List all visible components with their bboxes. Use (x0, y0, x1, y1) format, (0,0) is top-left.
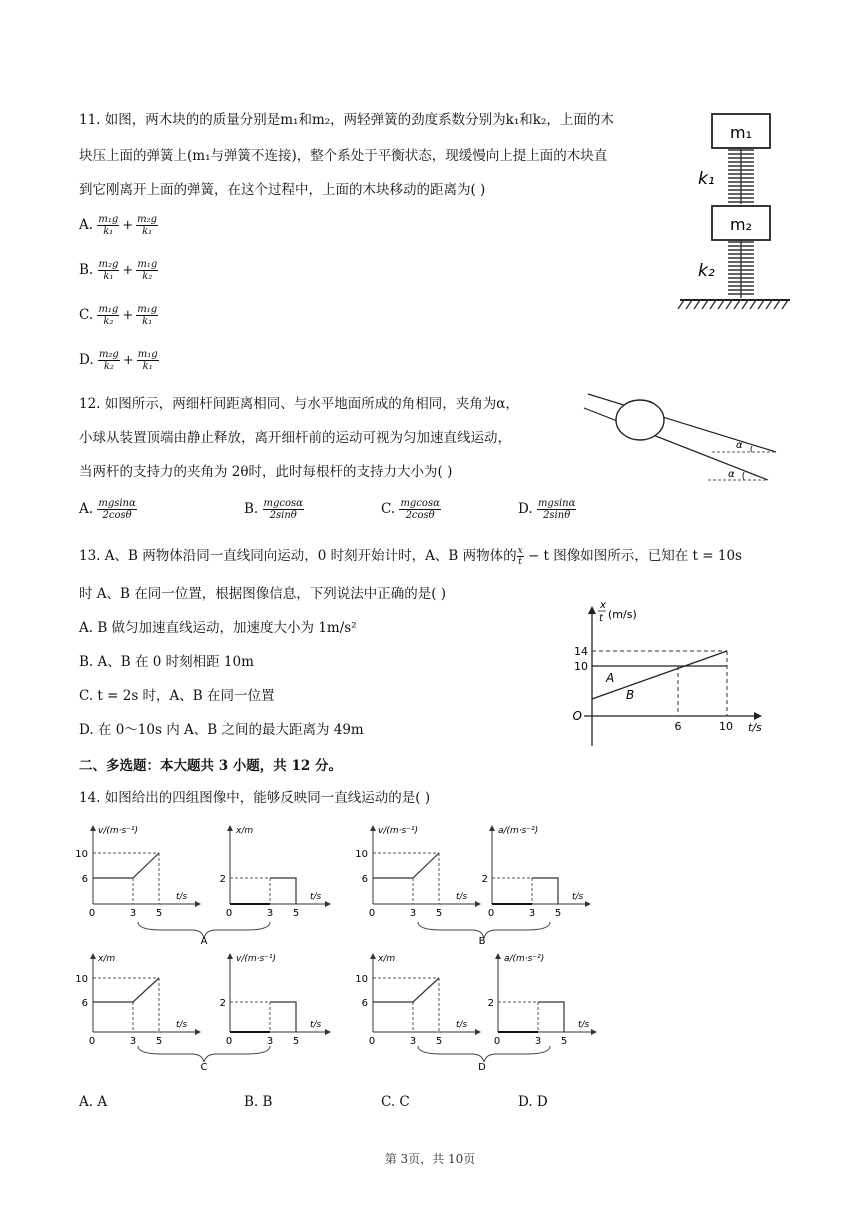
q13-line-1 (79, 546, 742, 567)
fraction-x-over-t (517, 546, 524, 567)
tick-5: 5 (292, 908, 300, 919)
y-tick-10: 10 (574, 660, 588, 673)
q12-option-b[interactable] (244, 498, 304, 521)
tick-6: 6 (81, 874, 88, 885)
group-b-label: B (478, 936, 486, 947)
angle-label-lower: α (728, 469, 735, 480)
group-d-label: D (478, 1062, 486, 1073)
q11-line-3: 到它刚离开上面的弹簧，在这个过程中，上面的木块移动的距离为( ) (79, 182, 486, 198)
q13-option-d[interactable]: D. 在 0～10s 内 A、B 之间的最大距离为 49m (79, 722, 364, 738)
x-axis-arrow (754, 712, 762, 720)
y-axis-label: v/(m·s⁻¹) (236, 954, 277, 964)
tick-2: 2 (487, 998, 494, 1009)
fraction (537, 498, 576, 521)
v-segment-2 (270, 1002, 296, 1032)
q14-option-d[interactable]: D. D (518, 1094, 548, 1110)
numerator: mgcosα (263, 498, 303, 509)
tick-6: 6 (361, 874, 368, 885)
group-c-brace (138, 1046, 270, 1062)
group-d-right-graph (488, 954, 596, 1047)
ground-hatch (678, 300, 788, 309)
section-2-heading: 二、多选题：本大题共 3 小题，共 12 分。 (79, 758, 342, 774)
tick-5: 5 (554, 908, 562, 919)
series-b-label: B (626, 688, 635, 702)
plus-sign: + (122, 218, 134, 233)
tick-5: 5 (435, 908, 443, 919)
x-tick-10: 10 (719, 720, 733, 733)
option-label: B. (79, 262, 94, 278)
group-d-left-graph (355, 954, 480, 1047)
denominator: k₁ (103, 226, 114, 237)
group-c-left-graph (75, 954, 200, 1047)
page-footer: 第 3页，共 10页 (384, 1152, 476, 1166)
denominator: k₁ (103, 271, 114, 282)
q13-line-1-part-a: 13. A、B 两物体沿同一直线同向运动，0 时刻开始计时，A、B 两物体的 (79, 548, 517, 564)
group-a-right-graph (220, 826, 330, 919)
numerator: m₁g (98, 214, 119, 225)
tick-6: 6 (361, 998, 368, 1009)
a-segment-2 (532, 878, 558, 904)
tick-0: 0 (88, 908, 96, 919)
fraction (98, 349, 120, 372)
xt-t-graph (560, 598, 770, 748)
y-axis-arrow (588, 606, 596, 614)
group-a-left-graph (75, 826, 200, 919)
y-axis-label: v/(m·s⁻¹) (98, 826, 139, 836)
numerator: m₂g (98, 349, 119, 360)
numerator: m₁g (137, 349, 158, 360)
t-axis-label: t/s (578, 1020, 590, 1030)
angle-arc-upper (751, 446, 752, 452)
fraction (399, 498, 440, 521)
x-line (373, 978, 439, 1002)
denominator: 2sinθ (269, 510, 297, 521)
y-axis-label: a/(m·s⁻²) (498, 826, 539, 836)
tick-2: 2 (219, 998, 226, 1009)
ball (616, 400, 664, 440)
numerator: m₁g (98, 304, 119, 315)
numerator: m₂g (98, 259, 119, 270)
y-label-den: t (599, 613, 603, 624)
block-m2-label: m₂ (730, 215, 752, 234)
plus-sign: + (122, 308, 134, 323)
tick-5: 5 (435, 1036, 443, 1047)
q11-option-d[interactable] (79, 349, 159, 372)
q13-option-b[interactable]: B. A、B 在 0 时刻相距 10m (79, 654, 254, 670)
q11-option-a[interactable] (79, 214, 158, 237)
tick-2: 2 (481, 874, 488, 885)
group-c-label: C (200, 1062, 208, 1073)
denominator: k₁ (142, 316, 153, 327)
tick-0: 0 (368, 1036, 376, 1047)
denominator: k₁ (142, 226, 153, 237)
y-unit: (m/s) (608, 608, 637, 621)
q14-option-b[interactable]: B. B (244, 1094, 273, 1110)
fraction (97, 214, 119, 237)
spring-k2 (728, 240, 754, 298)
fraction (97, 304, 119, 327)
tick-5: 5 (292, 1036, 300, 1047)
numerator: x (517, 546, 523, 556)
fraction (97, 498, 136, 521)
q12-option-c[interactable] (381, 498, 441, 521)
q12-option-a[interactable] (79, 498, 137, 521)
group-a (75, 826, 330, 947)
plus-sign: + (122, 353, 134, 368)
q12-line-2: 小球从装置顶端由静止释放，离开细杆前的运动可视为匀加速直线运动， (79, 430, 511, 446)
group-d-brace (418, 1046, 550, 1062)
block-m1-label: m₁ (730, 123, 752, 142)
q12-line-1: 12. 如图所示，两细杆间距离相同、与水平地面所成的角相同，夹角为α， (79, 396, 519, 412)
spring-k1 (728, 148, 754, 204)
tick-0: 0 (493, 1036, 501, 1047)
group-b-left-graph (355, 826, 480, 919)
y-tick-14: 14 (574, 645, 588, 658)
q13-option-a[interactable]: A. B 做匀加速直线运动，加速度大小为 1m/s² (79, 620, 357, 636)
numerator: mgsinα (98, 498, 136, 509)
q13-line-1-part-b: − t 图像如图所示，已知在 t = 10s (523, 548, 742, 564)
option-label: A. (79, 501, 94, 517)
tick-10: 10 (75, 849, 88, 860)
tick-0: 0 (487, 908, 495, 919)
t-axis-label: t/s (310, 892, 322, 902)
x-segment-2 (270, 878, 296, 904)
fraction (98, 259, 120, 282)
q11-option-c[interactable] (79, 304, 158, 327)
tick-0: 0 (368, 908, 376, 919)
q14-graph-groups (72, 818, 632, 1078)
spring-k1-label: k₁ (698, 169, 715, 189)
group-a-label: A (200, 936, 208, 947)
spring-k2-label: k₂ (698, 261, 715, 281)
denominator: 2sinθ (543, 510, 571, 521)
y-axis-label: x/m (378, 954, 396, 964)
tick-3: 3 (409, 1036, 417, 1047)
numerator: m₂g (137, 214, 158, 225)
fraction (263, 498, 304, 521)
denominator: k₂ (142, 271, 153, 282)
tick-3: 3 (129, 1036, 137, 1047)
tick-5: 5 (560, 1036, 568, 1047)
v-line (373, 853, 439, 878)
q14-option-c[interactable]: C. C (381, 1094, 410, 1110)
inclined-rods-figure (580, 386, 780, 490)
x-tick-6: 6 (674, 720, 682, 733)
tick-5: 5 (155, 1036, 163, 1047)
x-line (93, 978, 159, 1002)
tick-3: 3 (534, 1036, 542, 1047)
numerator: mgcosα (400, 498, 440, 509)
tick-3: 3 (266, 1036, 274, 1047)
group-d (355, 954, 596, 1073)
group-c (75, 954, 330, 1073)
group-c-right-graph (220, 954, 330, 1047)
q13-option-c[interactable]: C. t = 2s 时，A、B 在同一位置 (79, 688, 275, 704)
denominator: k₂ (103, 361, 114, 372)
tick-3: 3 (409, 908, 417, 919)
q13-line-2: 时 A、B 在同一位置，根据图像信息，下列说法中正确的是( ) (79, 586, 447, 602)
option-label: D. (79, 352, 94, 368)
numerator: mgsinα (537, 498, 576, 509)
spring-blocks-figure (676, 104, 796, 320)
y-axis-label: a/(m·s⁻²) (504, 954, 545, 964)
tick-5: 5 (155, 908, 163, 919)
numerator: m₁g (137, 259, 158, 270)
q14-option-a[interactable]: A. A (79, 1094, 108, 1110)
q11-option-b[interactable] (79, 259, 158, 282)
numerator: m₁g (137, 304, 158, 315)
option-label: C. (381, 501, 396, 517)
t-axis-label: t/s (572, 892, 584, 902)
tick-10: 10 (75, 974, 88, 985)
t-axis-label: t/s (176, 892, 188, 902)
fraction (137, 349, 159, 372)
y-label-num: x (600, 600, 606, 611)
fraction (136, 214, 158, 237)
option-label: A. (79, 217, 94, 233)
t-axis-label: t/s (176, 1020, 188, 1030)
denominator: k₁ (142, 361, 153, 372)
fraction (136, 259, 158, 282)
q14-stem: 14. 如图给出的四组图像中，能够反映同一直线运动的是( ) (79, 790, 431, 806)
denominator: k₂ (103, 316, 114, 327)
t-axis-label: t/s (456, 892, 468, 902)
t-axis-label: t/s (456, 1020, 468, 1030)
group-b (355, 826, 590, 947)
angle-label-upper: α (736, 440, 743, 451)
tick-10: 10 (355, 974, 368, 985)
tick-0: 0 (88, 1036, 96, 1047)
angle-arc-lower (743, 472, 744, 480)
tick-2: 2 (219, 874, 226, 885)
q12-line-3: 当两杆的支持力的夹角为 2θ时，此时每根杆的支持力大小为( ) (79, 464, 453, 480)
tick-0: 0 (225, 1036, 233, 1047)
denominator: 2cosθ (405, 510, 435, 521)
q12-option-d[interactable] (518, 498, 576, 521)
denominator: 2cosθ (102, 510, 132, 521)
tick-6: 6 (81, 998, 88, 1009)
q11-line-1: 11. 如图，两木块的的质量分别是m₁和m₂，两轻弹簧的劲度系数分别为k₁和k₂，上面的木 (79, 112, 614, 128)
tick-3: 3 (266, 908, 274, 919)
y-axis-label: x/m (98, 954, 116, 964)
v-line (93, 853, 159, 878)
option-label: D. (518, 501, 533, 517)
plus-sign: + (122, 263, 134, 278)
denominator: t (518, 557, 522, 567)
origin-label: O (572, 709, 582, 723)
fraction (136, 304, 158, 327)
tick-3: 3 (528, 908, 536, 919)
a-segment-2 (538, 1002, 564, 1032)
y-axis-label: v/(m·s⁻¹) (378, 826, 419, 836)
y-axis-label: x/m (236, 826, 254, 836)
series-a-label: A (606, 671, 615, 685)
x-axis-label: t/s (748, 721, 762, 734)
tick-10: 10 (355, 849, 368, 860)
option-label: B. (244, 501, 259, 517)
group-b-right-graph (482, 826, 590, 919)
option-label: C. (79, 307, 94, 323)
tick-0: 0 (225, 908, 233, 919)
tick-3: 3 (129, 908, 137, 919)
t-axis-label: t/s (310, 1020, 322, 1030)
q11-line-2: 块压上面的弹簧上(m₁与弹簧不连接)，整个系处于平衡状态，现缓慢向上提上面的木块直 (79, 148, 608, 164)
